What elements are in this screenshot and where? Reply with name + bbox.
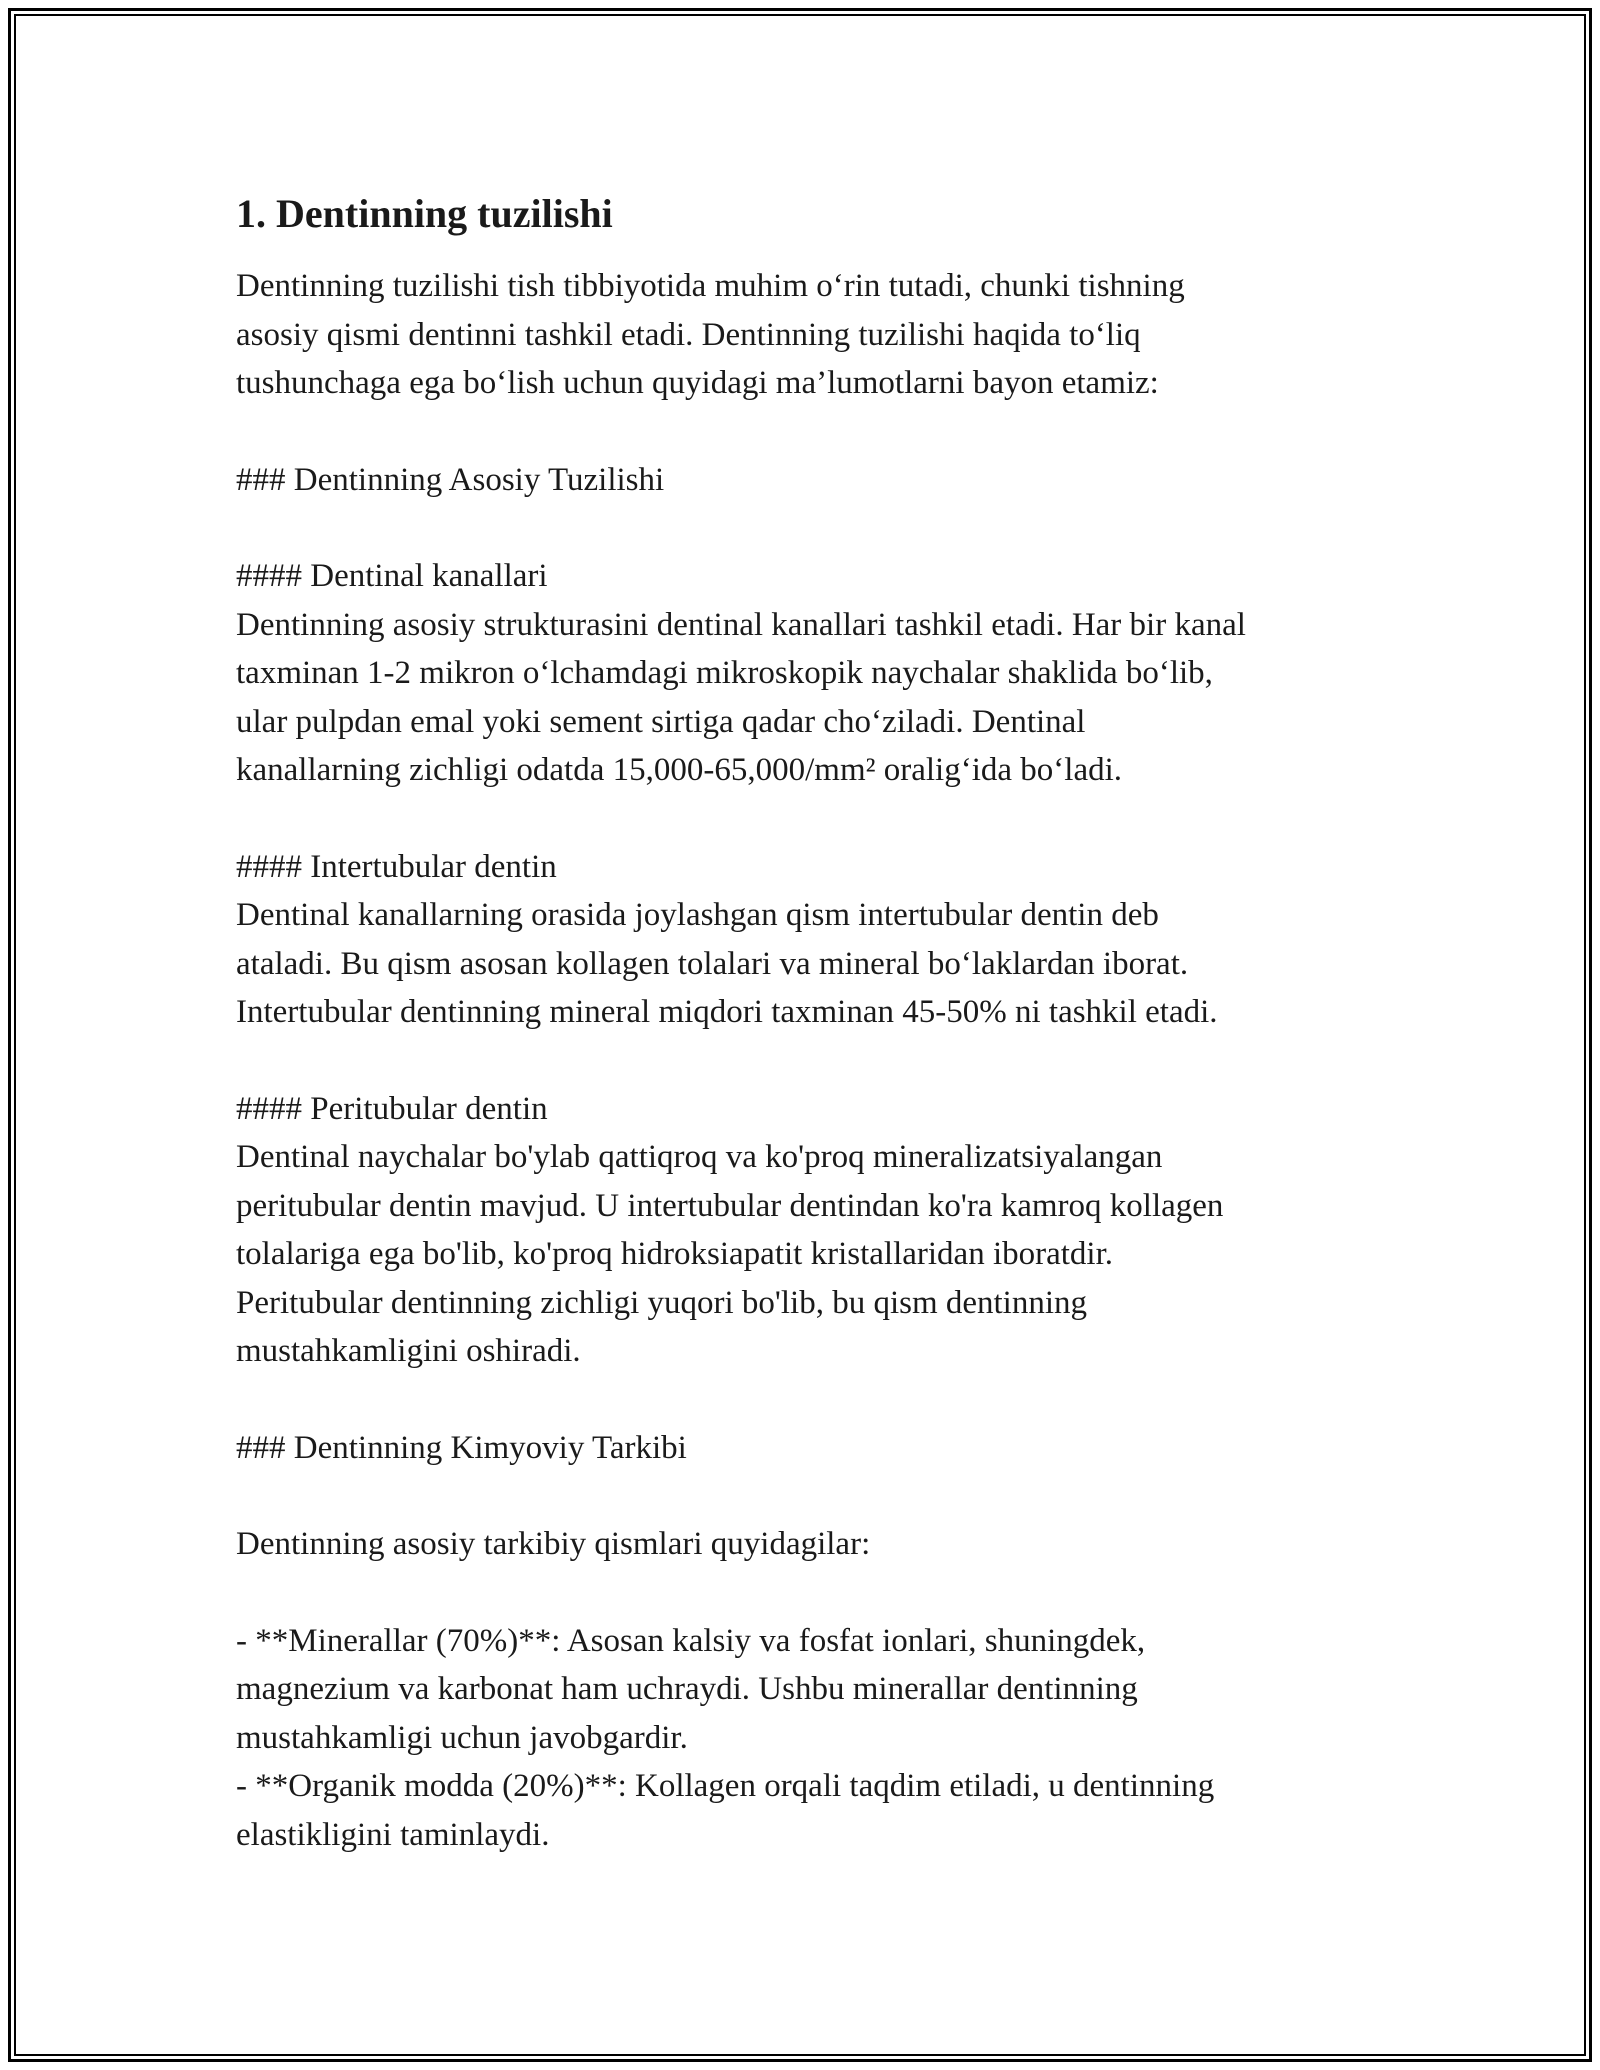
section-heading-structure: ### Dentinning Asosiy Tuzilishi (236, 461, 665, 498)
intertubular-line: ataladi. Bu qism asosan kollagen tolalari va mineral bo‘laklardan iborat. (236, 945, 1189, 982)
peritubular-line: Dentinal naychalar bo'ylab qattiqroq va ko'proq mineralizatsiyalangan (236, 1139, 1163, 1175)
intertubular-block (236, 843, 1366, 1037)
intro-line: asosiy qismi dentinni tashkil etadi. Dentinning tuzilishi haqida to‘liq (236, 316, 1141, 353)
kanallari-block (236, 552, 1366, 795)
intertubular-line: Intertubular dentinning mineral miqdori taxminan 45-50% ni tashkil etadi. (236, 994, 1218, 1030)
chemistry-intro: Dentinning asosiy tarkibiy qismlari quyidagilar: (236, 1526, 871, 1562)
kanallari-line: Dentinning asosiy strukturasini dentinal kanallari tashkil etadi. Har bir kanal (236, 606, 1246, 643)
peritubular-line: tolalariga ega bo'lib, ko'proq hidroksiapatit kristallaridan iboratdir. (236, 1236, 1113, 1272)
peritubular-line: peritubular dentin mavjud. U intertubular dentindan ko'ra kamroq kollagen (236, 1187, 1224, 1224)
subsection-heading-kanallari: #### Dentinal kanallari (236, 558, 548, 594)
list-item-minerals: magnezium va karbonat ham uchraydi. Ushbu minerallar dentinning (236, 1671, 1138, 1707)
list-item-minerals: - **Minerallar (70%)**: Asosan kalsiy va fosfat ionlari, shuningdek, (236, 1622, 1146, 1659)
intertubular-line: Dentinal kanallarning orasida joylashgan qism intertubular dentin deb (236, 897, 1159, 933)
intro-line: Dentinning tuzilishi tish tibbiyotida muhim o‘rin tutadi, chunki tishning (236, 268, 1185, 304)
document-title: 1. Dentinning tuzilishi (236, 191, 613, 236)
kanallari-line: kanallarning zichligi odatda 15,000-65,000/mm² oralig‘ida bo‘ladi. (236, 752, 1123, 788)
chemistry-list (236, 1617, 1366, 1860)
document-body (236, 186, 1366, 1907)
subsection-heading-intertubular: #### Intertubular dentin (236, 848, 557, 885)
intro-line: tushunchaga ega bo‘lish uchun quyidagi ma’lumotlarni bayon etamiz: (236, 365, 1159, 401)
subsection-heading-peritubular: #### Peritubular dentin (236, 1090, 548, 1127)
list-item-organic: - **Organik modda (20%)**: Kollagen orqali taqdim etiladi, u dentinning (236, 1768, 1215, 1804)
kanallari-line: taxminan 1-2 mikron o‘lchamdagi mikroskopik naychalar shaklida bo‘lib, (236, 655, 1213, 691)
kanallari-line: ular pulpdan emal yoki sement sirtiga qadar cho‘ziladi. Dentinal (236, 703, 1086, 740)
peritubular-line: mustahkamligini oshiradi. (236, 1333, 581, 1369)
list-item-organic: elastikligini taminlaydi. (236, 1816, 550, 1853)
peritubular-block (236, 1085, 1366, 1376)
peritubular-line: Peritubular dentinning zichligi yuqori bo'lib, bu qism dentinning (236, 1284, 1088, 1321)
section-heading-chemistry: ### Dentinning Kimyoviy Tarkibi (236, 1429, 687, 1466)
list-item-minerals: mustahkamligi uchun javobgardir. (236, 1719, 688, 1756)
intro-paragraph (236, 262, 1366, 408)
